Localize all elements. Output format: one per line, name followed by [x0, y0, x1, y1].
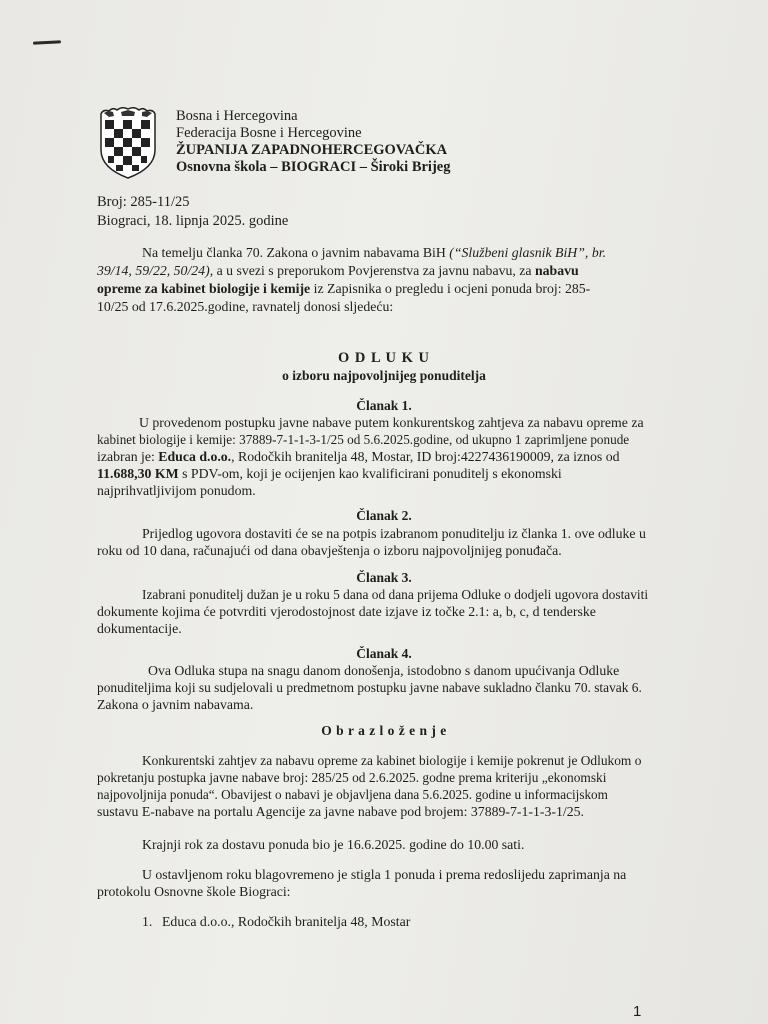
- intro-line-1: Na temelju članka 70. Zakona o javnim nabavama BiH (“Službeni glasnik BiH”, br.: [142, 245, 607, 260]
- reasoning-p1-line-4: sustavu E-nabave na portalu Agencije za javne nabave pod brojem: 37889-7-1-1-3-1/25.: [97, 804, 584, 819]
- article-3-line-2: dokumente kojima će potvrditi vjerodostojnost date izjave iz točke 2.1: a, b, c, d tenderske: [97, 604, 596, 619]
- country-name: Bosna i Hercegovina: [176, 108, 298, 124]
- intro-line-3: opreme za kabinet biologije i kemije iz Zapisnika o pregledu i ocjeni ponuda broj: 285-: [97, 281, 591, 296]
- document-meta: [97, 193, 288, 231]
- intro-line-2: 39/14, 59/22, 50/24), a u svezi s preporukom Povjerenstva za javnu nabavu, za nabavu: [97, 263, 579, 278]
- county-name: ŽUPANIJA ZAPADNOHERCEGOVAČKA: [176, 142, 448, 158]
- federation-name: Federacija Bosne i Hercegovine: [176, 125, 362, 141]
- reasoning-p1-line-1: Konkurentski zahtjev za nabavu opreme za kabinet biologije i kemije pokrenut je Odlukom o: [142, 753, 642, 768]
- article-1-line-5: najprihvatljivijom ponudom.: [97, 483, 256, 498]
- coat-of-arms-icon: [97, 106, 159, 180]
- place-date: Biograci, 18. lipnja 2025. godine: [97, 213, 289, 229]
- article-2-line-2: roku od 10 dana, računajući od dana obavještenja o izboru najpovoljnijeg ponuđača.: [97, 543, 562, 558]
- reasoning-heading: O b r a z l o ž e n j e: [321, 723, 447, 738]
- reasoning-p1-line-2: pokretanju postupka javne nabave broj: 285/25 od 2.6.2025. godne prema kriteriju „ekonomski: [97, 770, 607, 785]
- decision-subtitle: o izboru najpovoljnijeg ponuditelja: [282, 368, 486, 383]
- bid-list-number: 1.: [142, 914, 153, 929]
- document-number: Broj: 285-11/25: [97, 194, 190, 210]
- bid-list-item: Educa d.o.o., Rodočkih branitelja 48, Mostar: [162, 914, 411, 929]
- school-name: Osnovna škola – BIOGRACI – Široki Brijeg: [176, 159, 451, 175]
- decision-title: O D L U K U: [338, 350, 430, 366]
- article-4-line-2: ponuditeljima koji su sudjelovali u predmetnom postupku javne nabave sukladno članku 70. stavak 6.: [97, 680, 642, 695]
- article-3-line-1: Izabrani ponuditelj dužan je u roku 5 dana od dana prijema Odluke o dodjeli ugovora dostaviti: [142, 587, 649, 602]
- article-4-line-3: Zakona o javnim nabavama.: [97, 697, 254, 712]
- article-4-line-1: Ova Odluka stupa na snagu danom donošenja, istodobno s danom upućivanja Odluke: [148, 663, 620, 678]
- page-number: 1: [633, 1003, 642, 1020]
- article-2-line-1: Prijedlog ugovora dostaviti će se na potpis izabranom ponuditelju iz članka 1. ove odluke u: [142, 526, 646, 541]
- reasoning-p3-line-2: protokolu Osnovne škole Biograci:: [97, 884, 291, 899]
- reasoning-deadline: Krajnji rok za dostavu ponuda bio je 16.6.2025. godine do 10.00 sati.: [142, 837, 525, 852]
- pen-mark: [33, 40, 61, 44]
- article-3-line-3: dokumentacije.: [97, 621, 182, 636]
- reasoning-p1-line-3: najpovoljnija ponuda“. Obavijest o nabavi je objavljena dana 5.6.2025. godine u informacijskom: [97, 787, 608, 802]
- article-1-line-2: kabinet biologije i kemije: 37889-7-1-1-3-1/25 od 5.6.2025.godine, od ukupno 1 zaprimljene ponude: [97, 432, 630, 447]
- article-2-heading: Članak 2.: [356, 508, 412, 523]
- reasoning-p3-line-1: U ostavljenom roku blagovremeno je stigla 1 ponuda i prema redoslijedu zaprimanja na: [142, 867, 627, 882]
- article-4-heading: Članak 4.: [356, 646, 412, 661]
- article-1-line-3: izabran je: Educa d.o.o., Rodočkih branitelja 48, Mostar, ID broj:4227436190009, za iznos od: [97, 449, 620, 464]
- intro-line-4: 10/25 od 17.6.2025.godine, ravnatelj donosi sljedeću:: [97, 299, 394, 314]
- article-1-heading: Članak 1.: [356, 398, 412, 413]
- article-3-heading: Članak 3.: [356, 570, 412, 585]
- institution-header: [176, 108, 450, 176]
- article-1-line-4: 11.688,30 KM s PDV-om, koji je ocijenjen kao kvalificirani ponuditelj s ekonomski: [97, 466, 562, 481]
- article-1-line-1: U provedenom postupku javne nabave putem konkurentskog zahtjeva za nabavu opreme za: [139, 415, 644, 430]
